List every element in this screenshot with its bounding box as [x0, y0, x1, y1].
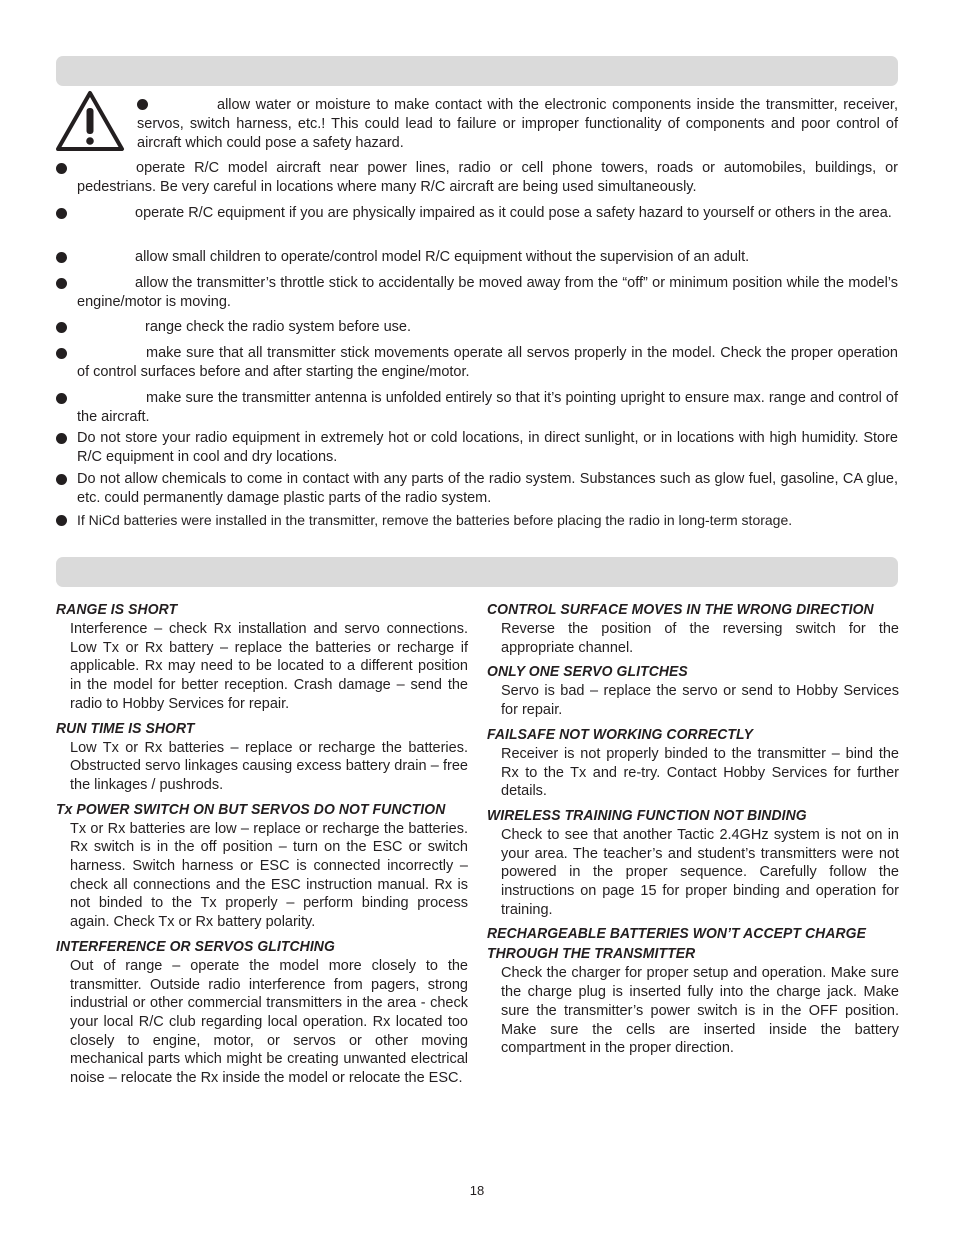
safety-item: allow water or moisture to make contact with the electronic components inside the transmitter, receiver, servos, switch harness, etc.! This could lead to failure or improper functionality of components and poor control of aircraft which could pose a safety hazard.	[137, 97, 898, 151]
trouble-body: Check to see that another Tactic 2.4GHz system is not on in your area. The teacher’s and student’s transmitters were not powered in the proper sequence. Carefully follow the instructions on page 15 for proper binding and operation for training.	[501, 826, 899, 918]
bullet-icon	[56, 278, 67, 289]
trouble-heading: RECHARGEABLE BATTERIES WON’T ACCEPT CHARGE THROUGH THE TRANSMITTER	[487, 925, 867, 963]
safety-item: operate R/C model aircraft near power lines, radio or cell phone towers, roads or automobiles, buildings, or pedestrians. Be very careful in locations where many R/C aircraft are being used simultaneously.	[77, 160, 898, 195]
safety-item: Do not store your radio equipment in extremely hot or cold locations, in direct sunlight, or in locations with high humidity. Store R/C equipment in cool and dry locations.	[77, 430, 898, 465]
warning-triangle-icon	[55, 90, 125, 152]
safety-item: operate R/C equipment if you are physically impaired as it could pose a safety hazard to yourself or others in the area.	[135, 205, 892, 221]
bullet-icon	[56, 474, 67, 485]
safety-item: make sure the transmitter antenna is unfolded entirely so that it’s pointing upright to ensure max. range and control of the aircraft.	[77, 390, 898, 425]
bullet-icon	[56, 252, 67, 263]
trouble-heading: INTERFERENCE OR SERVOS GLITCHING	[56, 937, 335, 955]
trouble-body: Out of range – operate the model more closely to the transmitter. Outside radio interference from pagers, strong industrial or other commercial transmitters in the area - check your local R/C club regarding local operation. Rx located too closely to engine, motor, or servos or other moving mechanical parts which might be creating unwanted electrical noise – relocate the Rx inside the model or relocate the ESC.	[70, 957, 468, 1087]
safety-item: make sure that all transmitter stick movements operate all servos properly in the model. Check the proper operation of control surfaces before and after starting the engine/motor.	[77, 345, 898, 380]
trouble-body: Receiver is not properly binded to the transmitter – bind the Rx to the Tx and re-try. Contact Hobby Services for further details.	[501, 745, 899, 800]
trouble-heading: CONTROL SURFACE MOVES IN THE WRONG DIRECTION	[487, 601, 874, 618]
trouble-body: Check the charger for proper setup and operation. Make sure the charge plug is inserted fully into the charge jack. Make sure the transmitter’s power switch is in the OFF position. Make sure the cells are inserted inside the battery compartment in the proper direction.	[501, 965, 899, 1057]
bullet-icon	[56, 433, 67, 444]
troubleshooting-left-column	[56, 600, 468, 1093]
section-header-bar-safety	[56, 56, 898, 86]
trouble-body: Interference – check Rx installation and servo connections. Low Tx or Rx battery – replace the batteries or recharge if applicable. Rx may need to be located to a different position in the model for better reception. Crash damage – send the radio to Hobby Services for repair.	[70, 621, 468, 712]
safety-item: range check the radio system before use.	[145, 319, 411, 335]
trouble-body: Low Tx or Rx batteries – replace or recharge the batteries. Obstructed servo linkages causing excess battery drain – free the linkages / pushrods.	[70, 739, 468, 793]
troubleshooting-right-column	[487, 600, 899, 1063]
trouble-heading: Tx POWER SWITCH ON BUT SERVOS DO NOT FUNCTION	[56, 800, 446, 818]
trouble-body: Servo is bad – replace the servo or send to Hobby Services for repair.	[501, 683, 899, 719]
trouble-heading: WIRELESS TRAINING FUNCTION NOT BINDING	[487, 806, 807, 824]
safety-item: If NiCd batteries were installed in the transmitter, remove the batteries before placing the radio in long-term storage.	[77, 512, 793, 528]
bullet-icon	[56, 322, 67, 333]
trouble-heading: RANGE IS SHORT	[56, 601, 178, 618]
safety-item: Do not allow chemicals to come in contact with any parts of the radio system. Substances such as glow fuel, gasoline, CA glue, etc. could permanently damage plastic parts of the radio system.	[77, 471, 898, 506]
page-number: 18	[469, 1183, 485, 1198]
safety-item: allow the transmitter’s throttle stick to accidentally be moved away from the “off” or minimum position while the model’s engine/motor is moving.	[77, 275, 898, 310]
trouble-heading: ONLY ONE SERVO GLITCHES	[487, 663, 688, 681]
bullet-icon	[56, 208, 67, 219]
bullet-icon	[56, 163, 67, 174]
trouble-heading: RUN TIME IS SHORT	[56, 719, 195, 737]
safety-item: allow small children to operate/control model R/C equipment without the supervision of an adult.	[135, 249, 750, 265]
bullet-icon	[56, 348, 67, 359]
trouble-heading: FAILSAFE NOT WORKING CORRECTLY	[487, 725, 754, 743]
bullet-icon	[56, 515, 67, 526]
trouble-body: Tx or Rx batteries are low – replace or recharge the batteries. Rx switch is in the off position – turn on the ESC or switch harness. Switch harness or ESC is connected incorrectly – check all connections and the ESC instruction manual. Rx is not binded to the Tx properly – perform binding process again. Check Tx or Rx battery polarity.	[70, 820, 468, 931]
bullet-icon	[56, 393, 67, 404]
trouble-body: Reverse the position of the reversing switch for the appropriate channel.	[501, 621, 899, 656]
section-header-bar-troubleshooting	[56, 557, 898, 587]
